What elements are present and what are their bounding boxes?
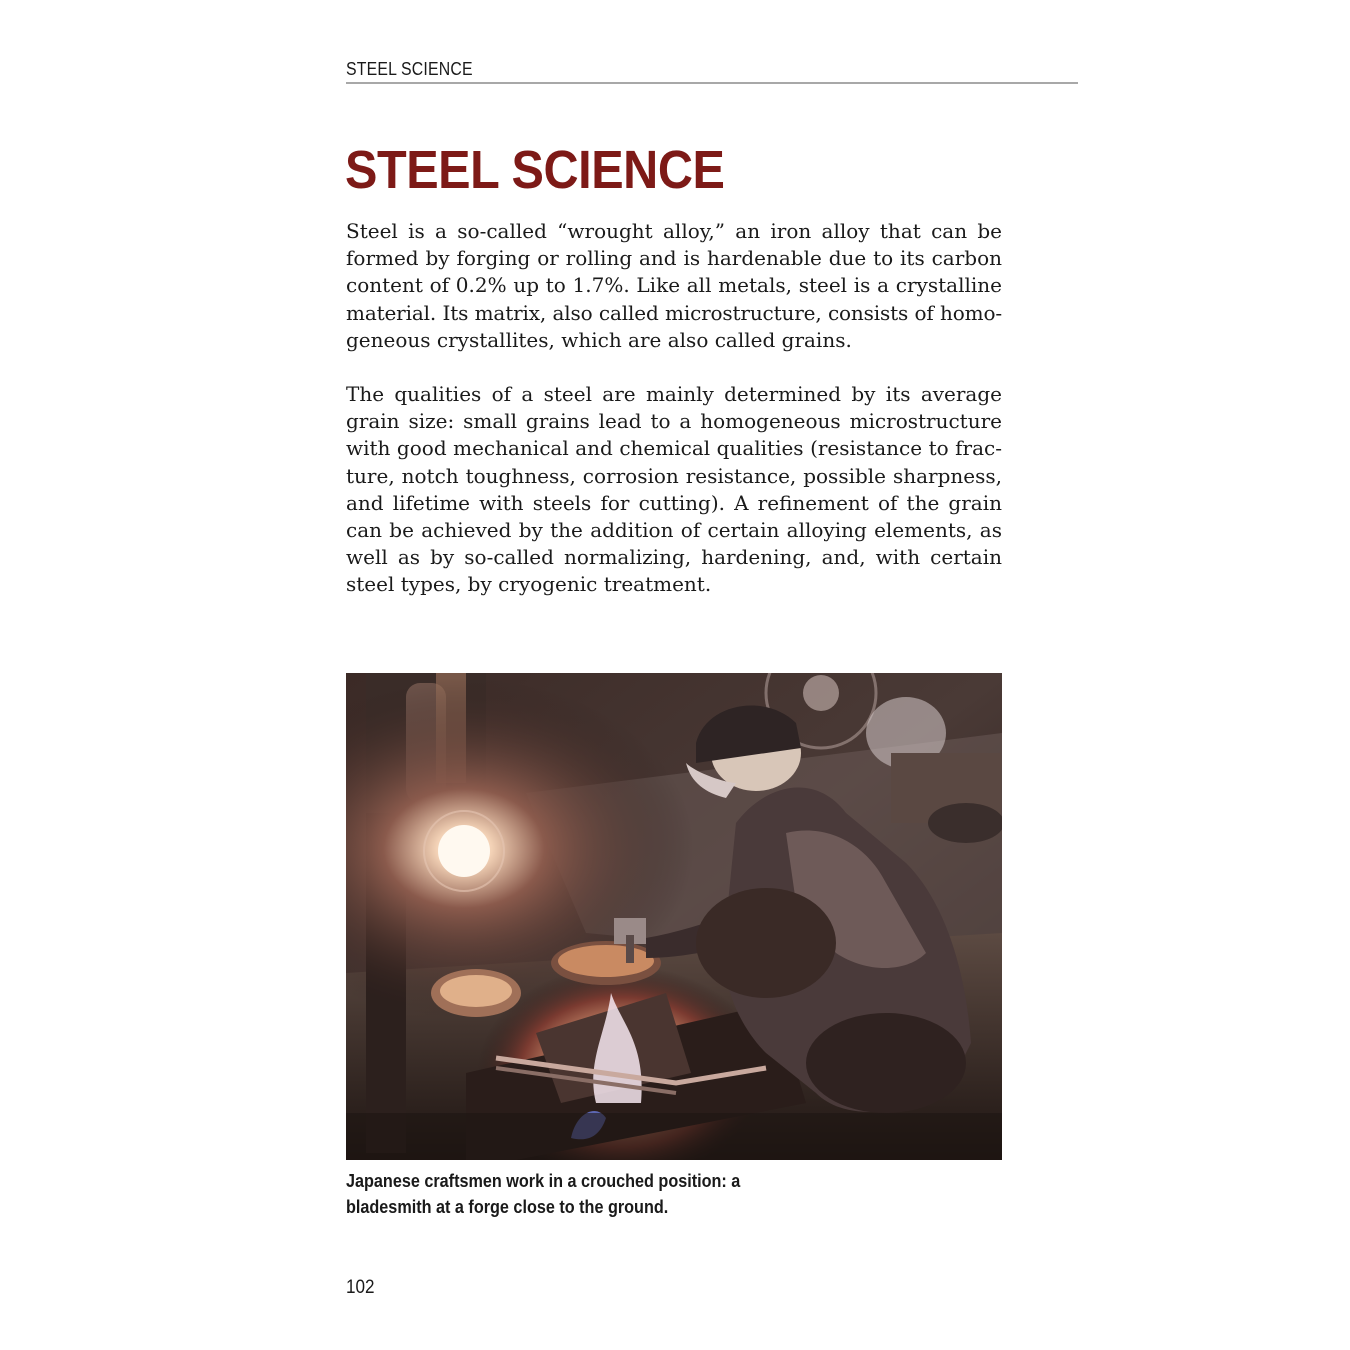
paragraph-line: steel types, by cryogenic treatment. — [346, 572, 712, 597]
paragraph-line: The qualities of a steel are mainly determined by its average — [346, 382, 1002, 406]
body-paragraph-1 — [346, 218, 1002, 354]
paragraph-line: and lifetime with steels for cutting). A refinement of the grain — [346, 490, 1002, 515]
paragraph-line: with good mechanical and chemical qualities (resistance to frac- — [346, 436, 1002, 461]
paragraph-line: ture, notch toughness, corrosion resistance, possible sharpness, — [346, 463, 1002, 488]
running-head-text: STEEL SCIENCE — [346, 59, 473, 79]
running-head — [346, 58, 1078, 84]
paragraph-line: material. Its matrix, also called microstructure, consists of homo- — [346, 300, 1002, 325]
paragraph-line: grain size: small grains lead to a homogeneous microstructure — [346, 409, 1002, 434]
bladesmith-forge-photo — [346, 673, 1002, 1160]
photo-illustration — [346, 673, 1002, 1160]
photo-caption — [346, 1168, 816, 1220]
paragraph-line: formed by forging or rolling and is hardenable due to its carbon — [346, 246, 1002, 271]
page-number — [346, 1276, 378, 1300]
paragraph-line: content of 0.2% up to 1.7%. Like all metals, steel is a crystalline — [346, 273, 1002, 298]
paragraph-line: can be achieved by the addition of certain alloying elements, as — [346, 518, 1002, 543]
paragraph-line: Steel is a so-called “wrought alloy,” an iron alloy that can be — [346, 219, 1002, 243]
page-number-text: 102 — [346, 1277, 375, 1298]
caption-line: Japanese craftsmen work in a crouched position: a — [346, 1171, 741, 1191]
caption-line: bladesmith at a forge close to the ground. — [346, 1197, 669, 1217]
chapter-title-text: STEEL SCIENCE — [345, 140, 725, 200]
chapter-title — [345, 138, 767, 202]
body-paragraph-2 — [346, 381, 1002, 599]
paragraph-line: geneous crystallites, which are also called grains. — [346, 327, 852, 352]
paragraph-line: well as by so-called normalizing, hardening, and, with certain — [346, 545, 1002, 570]
